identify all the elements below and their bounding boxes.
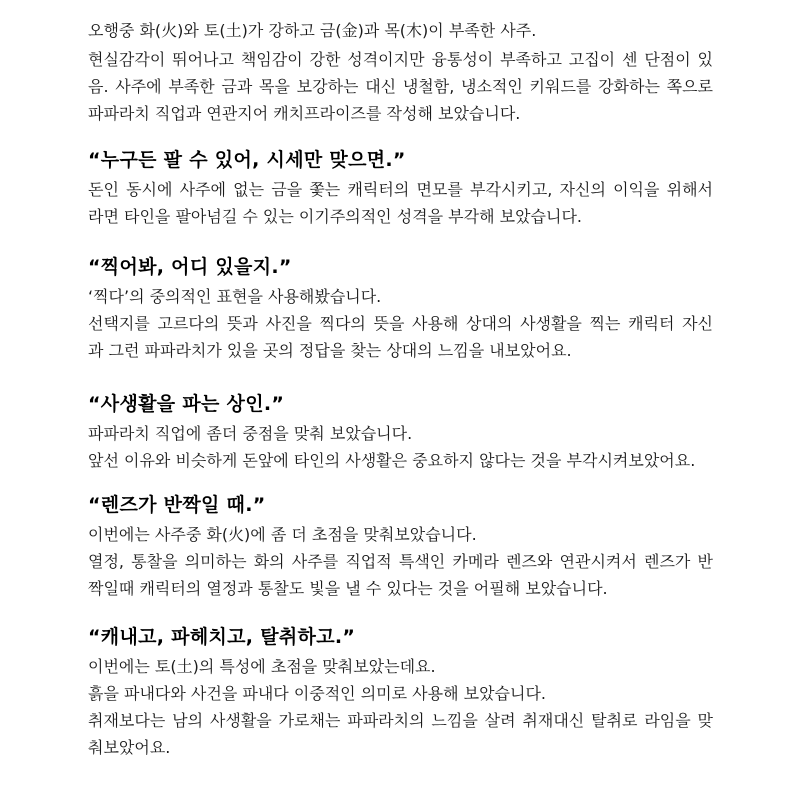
section-line: 춰보았어요. <box>88 738 171 757</box>
intro-line: 오행중 화(火)와 토(土)가 강하고 금(金)과 목(木)이 부족한 사주. <box>88 20 537 40</box>
section-line: 과 그런 파파라치가 있을 곳의 정답을 찾는 상대의 느낌을 내보았어요. <box>88 340 572 360</box>
section-line: 돈인 동시에 사주에 없는 금을 쫓는 캐릭터의 면모를 부각시키고, 자신의 이익을 위해서 <box>88 180 713 199</box>
section-line: 라면 타인을 팔아넘길 수 있는 이기주의적인 성격을 부각해 보았습니다. <box>88 207 582 226</box>
section-line: 이번에는 토(土)의 특성에 초점을 맞춰보았는데요. <box>88 657 436 676</box>
catchphrase-heading: “캐내고, 파헤치고, 탈취하고.” <box>88 626 356 648</box>
catchphrase-section <box>88 490 713 602</box>
section-line: 이번에는 사주중 화(火)에 좀 더 초점을 맞춰보았습니다. <box>88 524 477 544</box>
catchphrase-section <box>88 145 713 230</box>
intro-line: 음. 사주에 부족한 금과 목을 보강하는 대신 냉철함, 냉소적인 키워드를 강화하는 쪽으로 <box>88 76 713 96</box>
catchphrase-heading: “렌즈가 반짝일 때.” <box>88 493 266 516</box>
section-line: 취재보다는 남의 사생활을 가로채는 파파라치의 느낌을 살려 취재대신 탈취로 라임을 맞 <box>88 711 713 730</box>
section-line: 파파라치 직업에 좀더 중점을 맞춰 보았습니다. <box>88 423 413 443</box>
section-line: 짝일때 캐릭터의 열정과 통찰도 빛을 낼 수 있다는 것을 어필해 보았습니다. <box>88 578 608 598</box>
catchphrase-heading: “찍어봐, 어디 있을지.” <box>88 255 292 278</box>
catchphrase-section <box>88 622 713 761</box>
catchphrase-section <box>88 252 713 364</box>
section-line: 흙을 파내다와 사건을 파내다 이중적인 의미로 사용해 보았습니다. <box>88 684 547 703</box>
section-line: 앞선 이유와 비슷하게 돈앞에 타인의 사생활은 중요하지 않다는 것을 부각시켜보았어요. <box>88 450 696 470</box>
section-line: ‘찍다’의 중의적인 표현을 사용해봤습니다. <box>88 286 382 306</box>
catchphrase-section <box>88 389 713 474</box>
intro-line: 파파라치 직업과 연관지어 캐치프라이즈를 작성해 보았습니다. <box>88 103 521 123</box>
section-line: 선택지를 고르다의 뜻과 사진을 찍다의 뜻을 사용해 상대의 사생활을 찍는 캐릭터 자신 <box>88 313 713 333</box>
document-body <box>88 0 713 761</box>
catchphrase-heading: “누구든 팔 수 있어, 시세만 맞으면.” <box>88 149 406 171</box>
intro-line: 현실감각이 뛰어나고 책임감이 강한 성격이지만 융통성이 부족하고 고집이 센 단점이 있 <box>88 49 713 69</box>
catchphrase-heading: “사생활을 파는 상인.” <box>88 392 285 415</box>
intro-paragraph <box>88 17 713 127</box>
section-line: 열정, 통찰을 의미하는 화의 사주를 직업적 특색인 카메라 렌즈와 연관시켜서 렌즈가 반 <box>88 551 713 571</box>
